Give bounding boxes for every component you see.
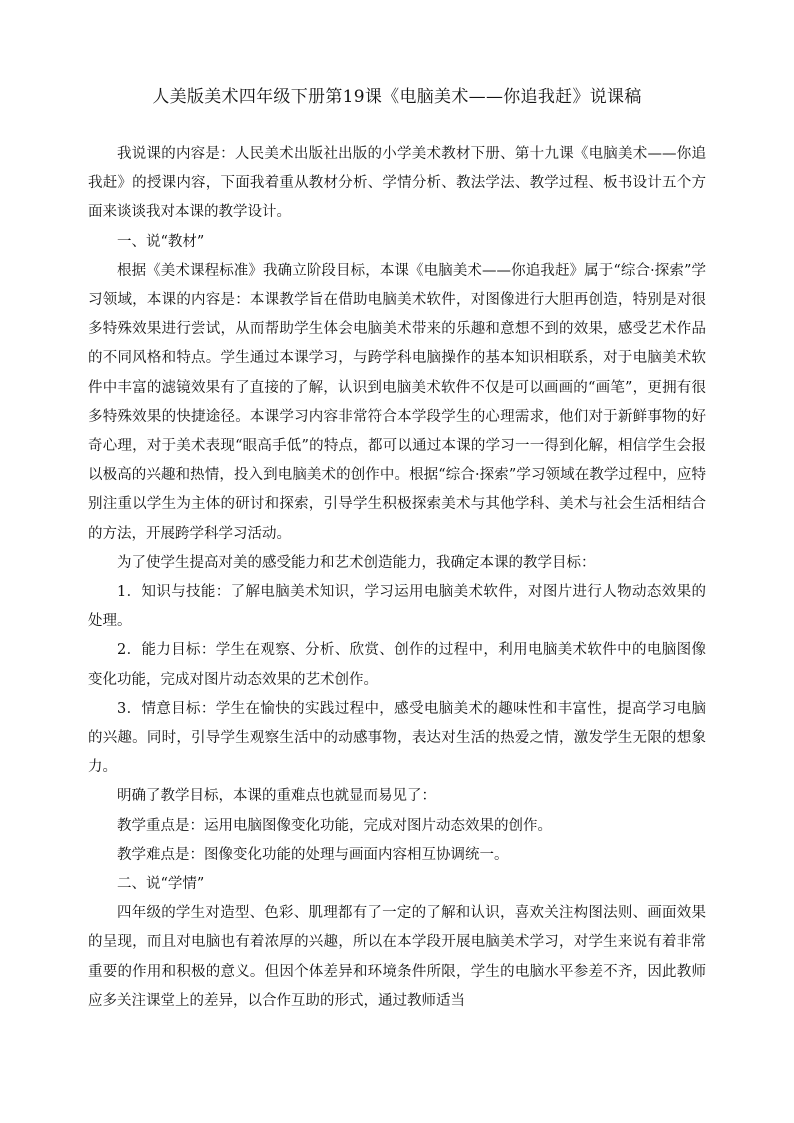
paragraph-goal-emotion: 3．情意目标：学生在愉快的实践过程中，感受电脑美术的趣味性和丰富性，提高学习电脑的兴趣。同时，引导学生观察生活中的动感事物，表达对生活的热爱之情，激发学生无限的想象力。 — [88, 700, 706, 776]
section-heading-textbook: 一、说“教材” — [117, 233, 205, 250]
document-title: 人美版美术四年级下册第19课《电脑美术——你追我赶》说课稿 — [152, 87, 642, 107]
section-heading-learners: 二、说“学情” — [117, 876, 205, 893]
paragraph-learner-analysis: 四年级的学生对造型、色彩、肌理都有了一定的了解和认识，喜欢关注构图法则、画面效果的呈现，而且对电脑也有着浓厚的兴趣，所以在本学段开展电脑美术学习，对学生来说有着非常重要的作用和积极的意义。但因个体差异和环境条件所限，学生的电脑水平参差不齐，因此教师应多关注课堂上的差异，以合作互助的形式，通过教师适当 — [88, 905, 706, 1009]
paragraph-textbook-analysis: 根据《美术课程标准》我确立阶段目标，本课《电脑美术——你追我赶》属于“综合·探索”学习领域，本课的内容是：本课教学旨在借助电脑美术软件，对图像进行大胆再创造，特别是对很多特殊效果进行尝试，从而帮助学生体会电脑美术带来的乐趣和意想不到的效果，感受艺术作品的不同风格和特点。学生通过本课学习，与跨学科电脑操作的基本知识相联系，对于电脑美术软件中丰富的滤镜效果有了直接的了解，认识到电脑美术软件不仅是可以画画的“画笔”，更拥有很多特殊效果的快捷途径。本课学习内容非常符合本学段学生的心理需求，他们对于新鲜事物的好奇心理，对于美术表现“眼高手低”的特点，都可以通过本课的学习一一得到化解，相信学生会报以极高的兴趣和热情，投入到电脑美术的创作中。根据“综合·探索”学习领域在教学过程中，应特别注重以学生为主体的研讨和探索，引导学生积极探索美术与其他学科、美术与社会生活相结合的方法，开展跨学科学习活动。 — [88, 262, 706, 542]
paragraph-key-point: 教学重点是：运用电脑图像变化功能，完成对图片动态效果的创作。 — [117, 817, 552, 834]
paragraph-goal-knowledge: 1．知识与技能：了解电脑美术知识，学习运用电脑美术软件，对图片进行人物动态效果的处理。 — [88, 584, 706, 630]
paragraph-key-points-intro: 明确了教学目标，本课的重难点也就显而易见了： — [117, 788, 436, 805]
paragraph-difficult-point: 教学难点是：图像变化功能的处理与画面内容相互协调统一。 — [117, 846, 509, 863]
document-body — [88, 140, 706, 1016]
paragraph-goals-intro: 为了使学生提高对美的感受能力和艺术创造能力，我确定本课的教学目标： — [117, 554, 596, 571]
paragraph-goal-ability: 2．能力目标：学生在观察、分析、欣赏、创作的过程中，利用电脑美术软件中的电脑图像变化功能，完成对图片动态效果的艺术创作。 — [88, 642, 706, 688]
paragraph-intro: 我说课的内容是：人民美术出版社出版的小学美术教材下册、第十九课《电脑美术——你追我赶》的授课内容，下面我着重从教材分析、学情分析、教法学法、教学过程、板书设计五个方面来谈谈我对本课的教学设计。 — [88, 146, 706, 221]
